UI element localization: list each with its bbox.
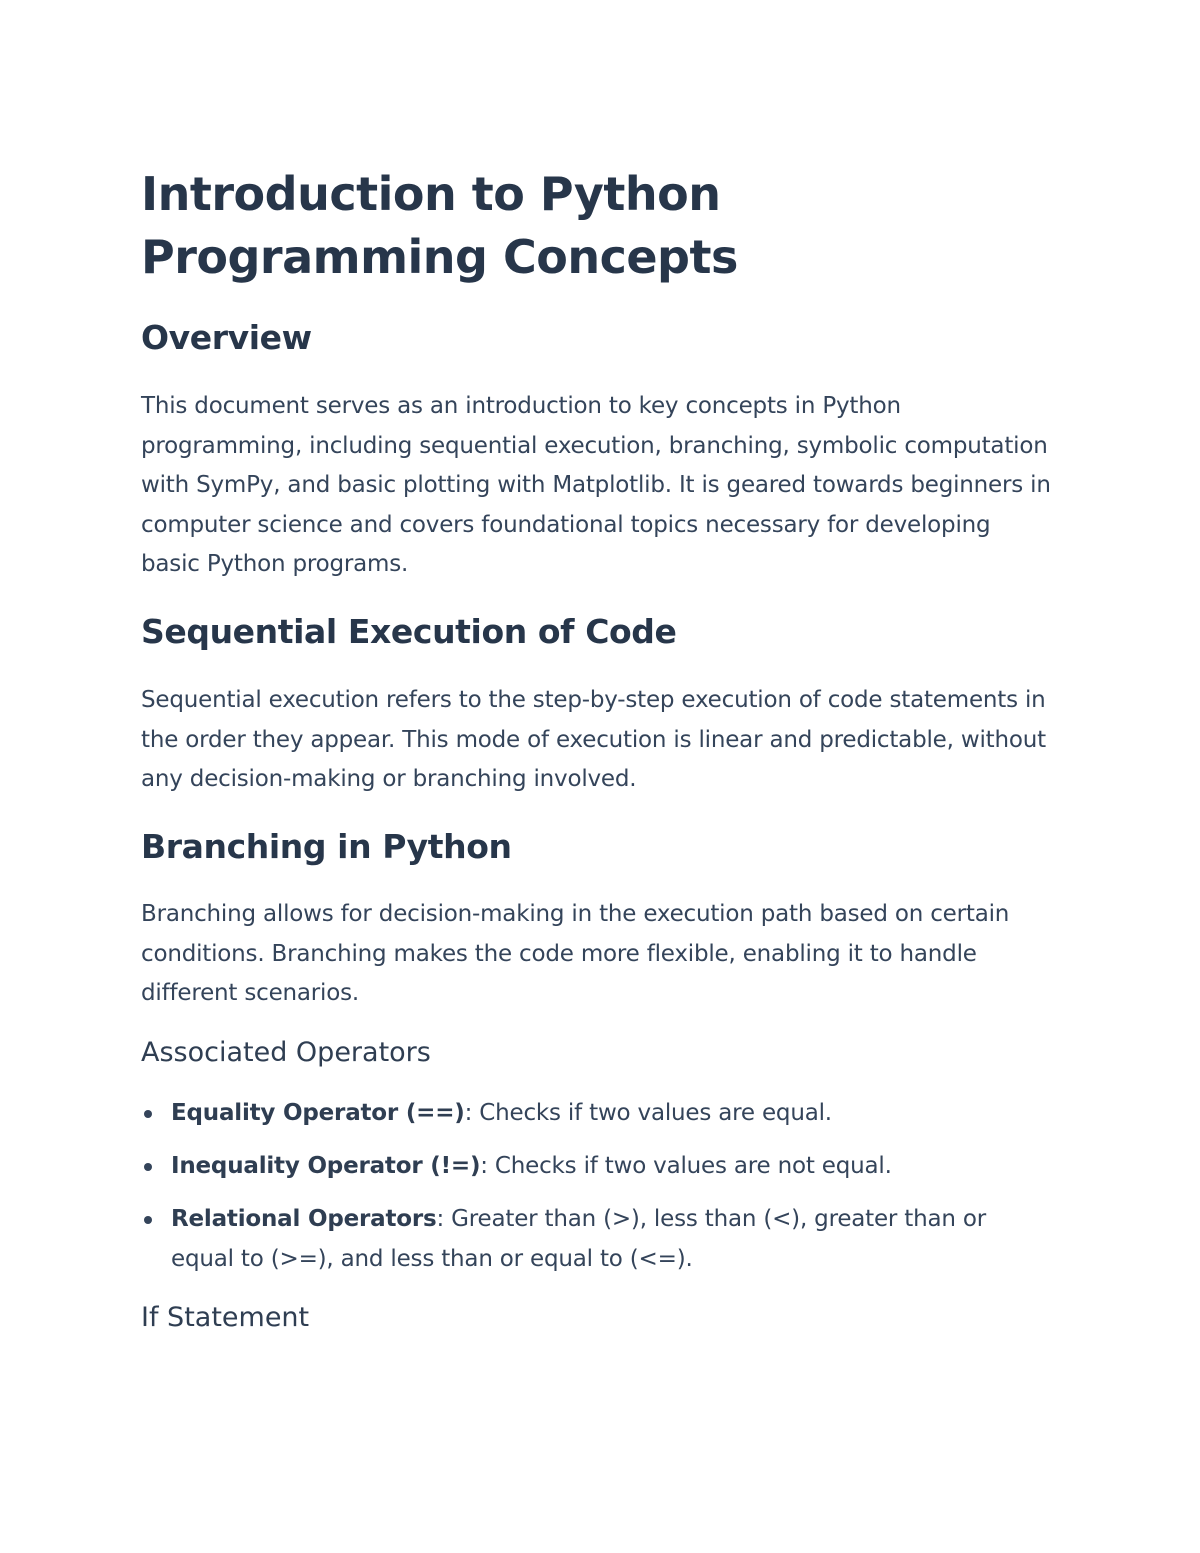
bullet-icon xyxy=(144,1110,152,1118)
branching-paragraph: Branching allows for decision-making in the execution path based on certain conditions. Branching makes the code more flexible, enabling it to handle different scenarios. xyxy=(141,901,1010,1007)
operator-term: Relational Operators xyxy=(171,1205,437,1232)
if-statement-heading: If Statement xyxy=(141,1302,310,1333)
bullet-icon xyxy=(144,1163,152,1171)
operator-term: Equality Operator (==) xyxy=(171,1100,465,1126)
operator-description: : Checks if two values are not equal. xyxy=(480,1152,892,1179)
operator-term: Inequality Operator (!=) xyxy=(171,1152,481,1179)
sequential-heading: Sequential Execution of Code xyxy=(141,612,677,651)
list-item-relational xyxy=(141,1200,1051,1279)
overview-heading: Overview xyxy=(141,318,312,357)
overview-paragraph: This document serves as an introduction to key concepts in Python programming, including sequential execution, branching, symbolic computation with SymPy, and basic plotting with Matplotlib. It is geared towards beginners in computer science and covers foundational topics necessary for developing basic Python programs. xyxy=(141,393,1051,578)
branching-heading: Branching in Python xyxy=(141,827,512,866)
operator-description: : Greater than (>), less than (<), greater than or equal to (>=), and less than or equal to (<=). xyxy=(171,1205,987,1272)
bullet-icon xyxy=(144,1216,152,1224)
list-item-inequality xyxy=(141,1147,1051,1187)
operator-description: : Checks if two values are equal. xyxy=(464,1100,832,1126)
operators-list xyxy=(141,1094,1051,1293)
associated-operators-heading: Associated Operators xyxy=(141,1037,431,1068)
document-title: Introduction to Python Programming Concepts xyxy=(141,167,738,284)
list-item-equality xyxy=(141,1094,1051,1134)
sequential-paragraph: Sequential execution refers to the step-by-step execution of code statements in the order they appear. This mode of execution is linear and predictable, without any decision-making or branching involved. xyxy=(141,687,1046,793)
